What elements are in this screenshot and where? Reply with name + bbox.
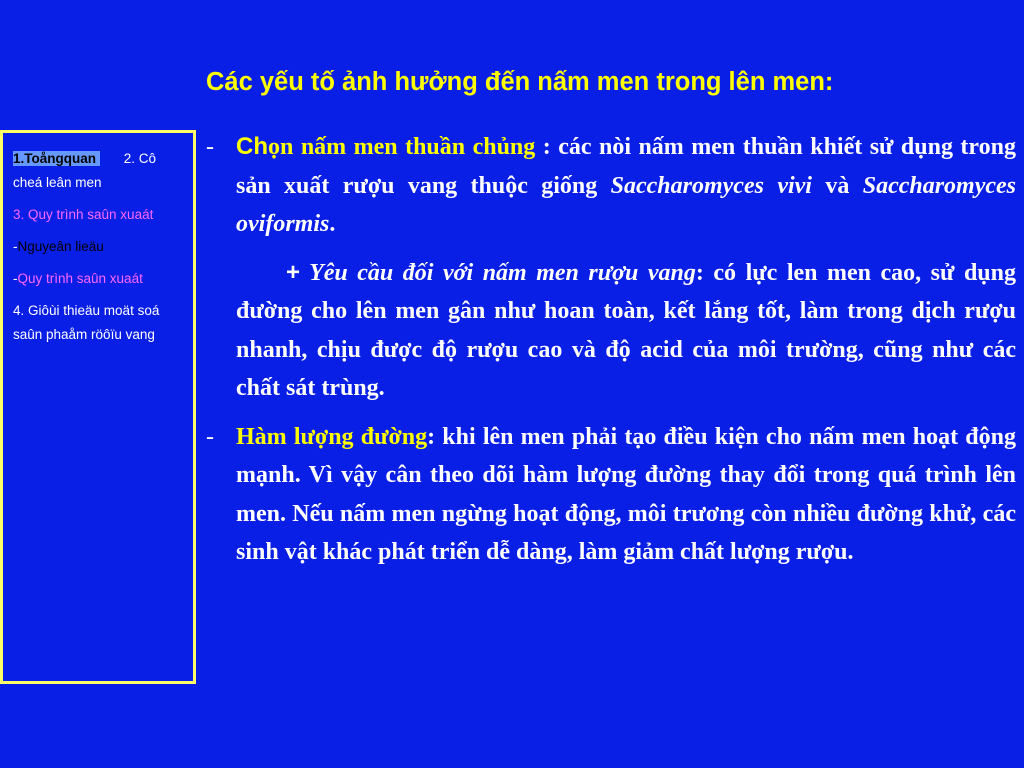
sidebar-item-wine-products[interactable]: 4. Giôùi thieäu moät soá saûn phaåm röôïu vang [13, 303, 160, 342]
plus-marker: + [286, 258, 301, 286]
yeast-requirements [206, 254, 1016, 408]
bullet-text [236, 128, 1016, 244]
sidebar-item-raw-materials[interactable]: Nguyeân lieäu [17, 239, 104, 254]
sidebar-line-1 [13, 147, 187, 195]
pure-yeast-desc: : các nòi nấm men thuần khiết sử dụng trong sản xuất rượu vang thuộc giống [236, 134, 1016, 199]
sidebar-dash: - [13, 271, 18, 286]
requirements-desc: : có lực len men cao, sử dụng đường cho lên men gân như hoan toàn, kết lắng tốt, làm trong dịch rượu nhanh, chịu được độ rượu cao và độ acid của môi trường, cũng như các chất sát trùng. [236, 259, 1016, 401]
sidebar-item-fermentation-mechanism[interactable]: 2. Cô cheá leân men [13, 151, 157, 190]
requirements-heading: Yêu cầu đối với nấm men rượu vang [300, 259, 696, 286]
bullet-text [236, 418, 1016, 572]
sidebar-line-process [13, 267, 187, 291]
sugar-content-desc: : khi lên men phải tạo điều kiện cho nấm men hoạt động mạnh. Vì vậy cân theo dõi hàm lượng đường thay đổi trong quá trình lên men. Nếu nấm men ngừng hoạt động, môi trương còn nhiều đường khử, các sinh vật khác phát triển dễ dàng, làm giảm chất lượng rượu. [236, 423, 1016, 565]
bullet-dash: - [206, 134, 214, 160]
bullet-dash: - [206, 423, 214, 450]
sidebar-item-process[interactable]: Quy trình saûn xuaát [17, 271, 143, 286]
requirements-text [236, 254, 1016, 408]
species-vivi: Saccharomyces vivi [610, 172, 812, 199]
conjunction: và [811, 172, 863, 199]
sidebar-line-raw-materials [13, 235, 187, 259]
bullet-pure-yeast [206, 128, 1016, 244]
heading-initial: Ch [236, 133, 268, 160]
outline-sidebar [0, 130, 196, 684]
sentence-end: . [329, 211, 336, 237]
species-oviformis: Saccharomyces oviformis [236, 172, 1017, 237]
heading-pure-yeast: ọn nấm men thuần chủng [268, 134, 536, 160]
sidebar-item-overview[interactable]: 1.Toångquan [13, 151, 100, 166]
heading-sugar-content: Hàm lượng đường [236, 423, 428, 450]
slide-content [206, 128, 1016, 572]
slide-title: Các yếu tố ảnh hưởng đến nấm men trong lên men: [206, 68, 834, 96]
sidebar-dash: - [13, 239, 18, 254]
bullet-sugar-content [206, 418, 1016, 572]
sidebar-item-production-process[interactable]: 3. Quy trình saûn xuaát [13, 207, 154, 222]
